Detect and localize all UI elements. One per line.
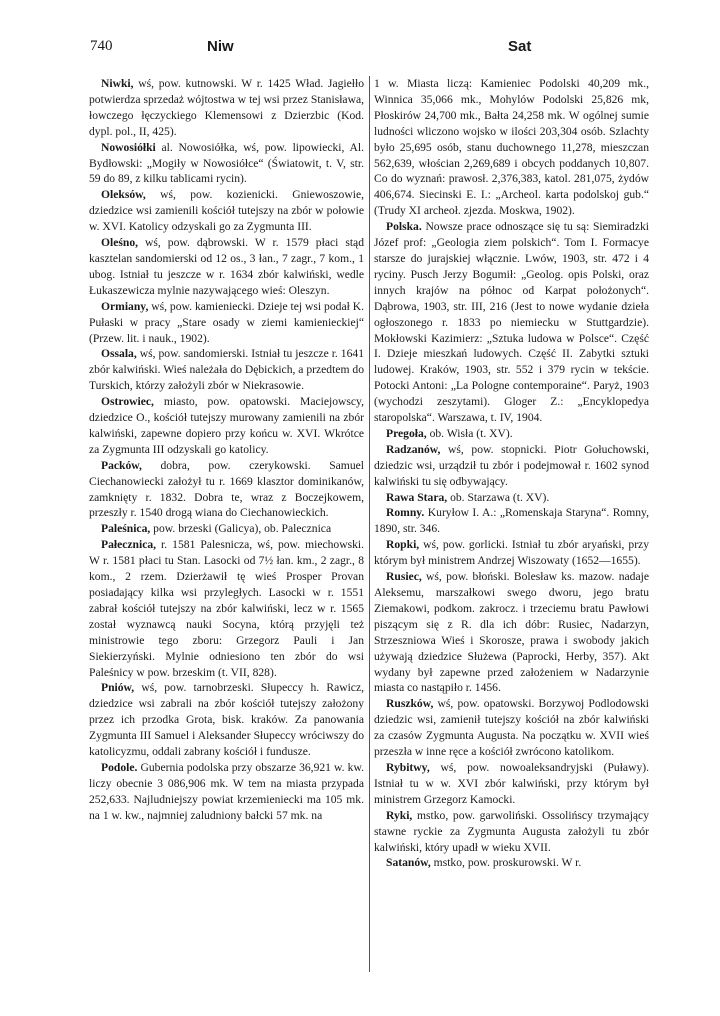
entry-headword: Ostrowiec,	[101, 395, 154, 409]
entry-text: wś, pow. błoński. Bolesław ks. mazow. nadaje Aleksemu, marszałkowi swego dworu, jego bratu Ziemakowi, podkom. zakrocz. i trzeciemu bratu Pawłowi piszącym się z R. dla ich dóbr: Rusiec, Nadarzyn, Strzeszniowa Wieś i Skorosze, prawa i swobody jakich używają dziedzice Służewa (Paprocki, Herby, 357). Akt wydany był zapewne przed założeniem w Nadarzynie miasta co nastąpiło r. 1456.	[374, 570, 649, 695]
entry-headword: Ormiany,	[101, 299, 149, 313]
entry-text: 1 w. Miasta liczą: Kamieniec Podolski 40,209 mk., Winnica 35,066 mk., Mohylów Podolski 25,826 mk, Płoskirów 24,700 mk., Bałta 24,258 mk. W ogólnej sumie ludności wliczono wojsko w ilości 203,304 osób. Szlachty było 25,695 osób, stanu duchownego 11,278, mieszczan 562,639, włościan 2,269,689 i obcych poddanych 10,807. Co do wyznań: prawosł. 2,376,383, katol. 281,075, żydów 406,674. Siecinski E. I.: „Archeol. karta podolskoj gub.“ (Trudy XI archeoł. zjezda. Moskwa, 1902).	[374, 77, 649, 218]
entry-headword: Oleksów,	[101, 188, 146, 202]
dictionary-entry	[89, 458, 364, 522]
dictionary-entry	[374, 808, 649, 856]
entry-headword: Ropki,	[386, 538, 420, 552]
entry-headword: Ossala,	[101, 347, 137, 361]
entry-text: wś, pow. nowoaleksandryjski (Puławy). Istniał tu w w. XVI zbór kalwiński, przy którym był ministrem Grzegorz Kamocki.	[374, 760, 649, 806]
entry-headword: Packów,	[101, 458, 142, 472]
dictionary-entry	[89, 299, 364, 347]
running-head-left: Niw	[207, 38, 234, 55]
dictionary-entry	[89, 680, 364, 760]
entry-text: pow. brzeski (Galicya), ob. Palecznica	[150, 522, 332, 536]
entry-headword: Oleśno,	[101, 236, 139, 250]
entry-text: mstko, pow. proskurowski. W r.	[430, 856, 582, 870]
entry-headword: Pałecznica,	[101, 538, 157, 552]
dictionary-entry	[374, 760, 649, 808]
entry-text: wś, pow. kutnowski. W r. 1425 Wład. Jagiełło potwierdza sprzedaż wójtostwa w tej wsi przez Stanisława, łowczego łęczyckiego Klemensowi z Dzierzbic (Kod. dypl. pol., II, 425).	[89, 77, 364, 138]
entry-text: wś, pow. tarnobrzeski. Słupeccy h. Rawicz, dziedzice wsi zabrali na zbór kościół tutejszy założony przez ich przodka Grota, bisk. kraków. Za panowania Zygmunta III Samuel i Aleksander Słupeccy wróciwszy do katolicyzmu, oddali zabrany kościół i fundusze.	[89, 681, 364, 759]
entry-text: wś, pow. sandomierski. Istniał tu jeszcze r. 1641 zbór kalwiński. Wieś należała do Dębickich, a przedtem do Turskich, którzy założyli zbór w Niekrasowie.	[89, 347, 364, 393]
entry-headword: Polska.	[386, 220, 422, 234]
dictionary-entry	[374, 442, 649, 490]
entry-text: miasto, pow. opatowski. Maciejowscy, dziedzice O., kościół tutejszy murowany zamienili na zbór kalwiński, zapewne dopiero przy końcu w. XVI. Wkrótce za Zygmunta III odzyskali go katolicy.	[89, 395, 364, 456]
entry-headword: Podole.	[101, 760, 138, 774]
entry-headword: Rawa Stara,	[386, 490, 448, 504]
dictionary-entry	[89, 140, 364, 188]
page-number: 740	[90, 38, 113, 54]
running-head-right: Sat	[508, 38, 532, 55]
entry-headword: Rusiec,	[386, 570, 422, 584]
entry-text: wś, pow. dąbrowski. W r. 1579 płaci stąd kasztelan sandomierski od 12 os., 3 łan., 7 zagr., 7 kom., 1 ubog. Istniał tu jeszcze w r. 1634 zbór kalwiński, wedle Łukaszewicza mylnie nazywającego wieś: Oleszyn.	[89, 236, 364, 297]
dictionary-entry	[89, 346, 364, 394]
entry-text: ob. Wisła (t. XV).	[426, 426, 513, 440]
entry-headword: Nowosiółki	[101, 140, 156, 154]
entry-headword: Rybitwy,	[386, 760, 430, 774]
dictionary-entry	[89, 537, 364, 680]
dictionary-entry	[89, 521, 364, 537]
left-column	[89, 76, 364, 824]
dictionary-entry	[374, 426, 649, 442]
entry-headword: Romny.	[386, 506, 425, 520]
entry-text: wś, pow. kamieniecki. Dzieje tej wsi podał K. Pułaski w pracy „Stare osady w ziemi kamienieckiej“ (Przew. lit. i nauk., 1902).	[89, 299, 364, 345]
column-divider	[369, 76, 370, 972]
entry-text: wś, pow. kozienicki. Gniewoszowie, dziedzice wsi zamienili kościół tutejszy na zbór w połowie w. XVI. Katolicy odzyskali go za Zygmunta III.	[89, 188, 364, 234]
entry-headword: Paleśnica,	[101, 522, 151, 536]
dictionary-entry	[374, 855, 649, 871]
entry-text: dobra, pow. czerykowski. Samuel Ciechanowiecki założył tu r. 1669 klasztor dominikanów, zamknięty r. 1832. Dobra te, wraz z Boczejkowem, przeszły r. 1540 drogą wiana do Ciechanowieckich.	[89, 458, 364, 520]
entry-text: Nowsze prace odnoszące się tu są: Siemiradzki Józef prof: „Geologia ziem polskich“. Tom I. Formacye starsze do jurajskiej włącznie. Lwów, 1903, str. 472 i 4 ryciny. Pusch Jerzy Bogumił: „Geolog. opis Polski, oraz innych krajów na północ od Karpat położonych“. Dąbrowa, 1903, str. III, 216 (Jest to nowe wydanie dzieła ogłoszonego r. 1833 po niemiecku w Stuttgardzie). Mokłowski Kazimierz: „Sztuka ludowa w Polsce“. Część I. Dzieje mieszkań ludowych. Część II. Zabytki sztuki ludowej. Kraków, 1903, str. 552 i 379 rycin w tekście. Potocki Antoni: „La Pologne contemporaine“. Paryż, 1903 (wychodzi zeszytami). Gloger Z.: „Encyklopedya staropolska“. Warszawa, t. IV, 1904.	[374, 220, 649, 425]
entry-text: r. 1581 Palesnicza, wś, pow. miechowski. W r. 1581 płaci tu Stan. Lasocki od 7½ łan. km., 2 zagr., 8 kom., 2 rzem. Dzierżawił tę wieś Prosper Provan posiadający kilka wsi przyległych. Lasocki w r. 1551 zabrał kościół tutejszy na zbór kalwiński, lecz w r. 1565 został wyznawcą nauki Socyna, którą przyjęli też ministrowie tego zboru: Grzegorz Pauli i Jan Siekierzyński. Mylnie odniesiono ten zbór do wsi Paleśnicy w pow. brzeskim (t. VII, 828).	[89, 538, 364, 679]
entry-text: mstko, pow. garwoliński. Ossolińscy trzymający stawne ryckie za Zygmunta Augusta założyli tu zbór kalwiński, który upadł w wieku XVII.	[374, 808, 649, 854]
entry-text: Gubernia podolska przy obszarze 36,921 w. kw. liczy obecnie 3 086,906 mk. W tem na miasta przypada 252,633. Najludniejszy powiat krzemieniecki ma 105 mk. na 1 w. kw., najmniej zaludniony bałcki 57 mk. na	[89, 760, 364, 822]
entry-headword: Radzanów,	[386, 442, 441, 456]
dictionary-entry	[374, 696, 649, 760]
dictionary-entry	[374, 505, 649, 537]
dictionary-entry	[374, 569, 649, 696]
dictionary-entry	[374, 490, 649, 506]
dictionary-entry	[89, 76, 364, 140]
entry-headword: Pniów,	[101, 681, 135, 695]
entry-text: wś, pow. stopnicki. Piotr Gołuchowski, dziedzic wsi, urządził tu zbór i podejmował r. 1602 synod kalwiński tu się odbywający.	[374, 442, 649, 488]
entry-text: al. Nowosiółka, wś, pow. lipowiecki, Al. Bydłowski: „Mogiły w Nowosiółce“ (Światowit, t. V, str. 59 do 89, z kilku tablicami rycin).	[89, 140, 364, 186]
entry-headword: Pregoła,	[386, 426, 427, 440]
dictionary-entry	[374, 537, 649, 569]
entry-headword: Ryki,	[386, 808, 413, 822]
entry-headword: Niwki,	[101, 77, 134, 90]
entry-text: wś, pow. opatowski. Borzywoj Podlodowski dziedzic wsi, zamienił tutejszy kościół na zbór kalwiński za czasów Zygmunta Augusta. Na początku w. XVII wieś przeszła w inne ręce a kościół zwrócono katolikom.	[374, 697, 649, 759]
entry-headword: Satanów,	[386, 856, 431, 870]
entry-text: Kuryłow I. A.: „Romenskaja Staryna“. Romny, 1890, str. 346.	[374, 506, 649, 536]
dictionary-entry	[374, 76, 649, 219]
dictionary-entry	[89, 235, 364, 299]
right-column	[374, 76, 649, 871]
dictionary-entry	[89, 187, 364, 235]
dictionary-entry	[89, 760, 364, 824]
dictionary-entry	[374, 219, 649, 426]
entry-text: wś, pow. gorlicki. Istniał tu zbór aryański, przy którym był ministrem Andrzej Wiszowaty (1652—1655).	[374, 538, 649, 568]
dictionary-entry	[89, 394, 364, 458]
entry-headword: Ruszków,	[386, 697, 434, 711]
entry-text: ob. Starzawa (t. XV).	[447, 490, 550, 504]
